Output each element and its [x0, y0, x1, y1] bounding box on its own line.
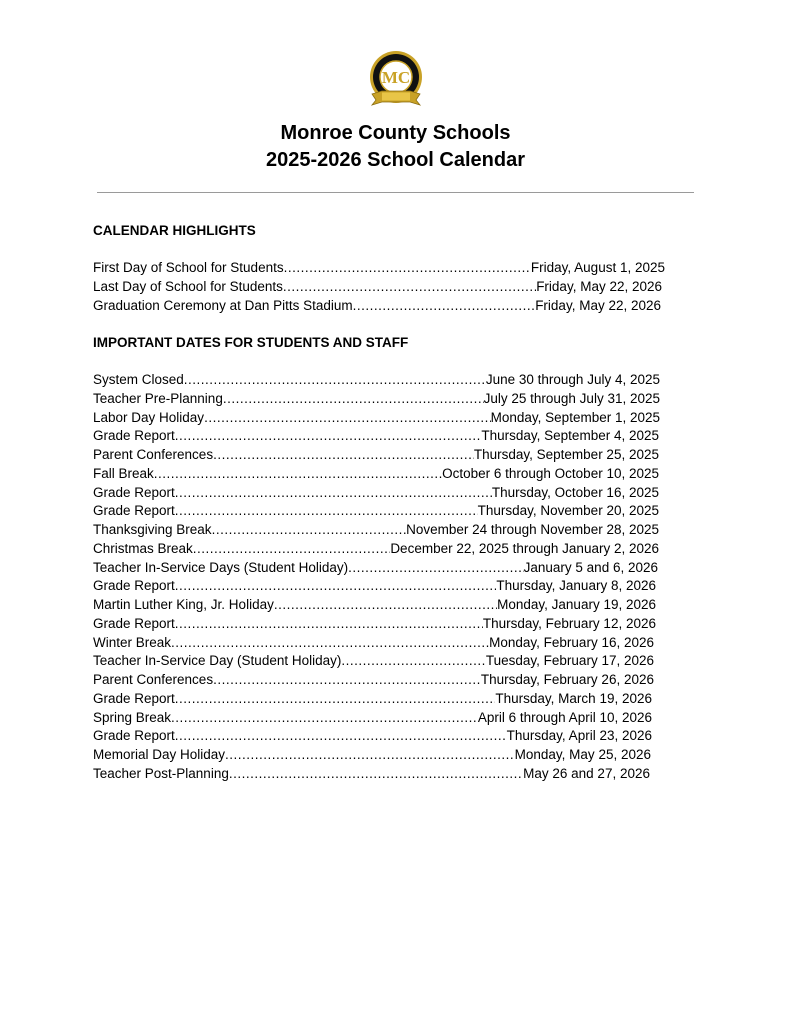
highlights-list — [93, 259, 665, 315]
calendar-entry — [93, 709, 652, 728]
calendar-entry — [93, 484, 659, 503]
entry-date: Thursday, February 12, 2026 — [482, 615, 656, 631]
calendar-entry — [93, 577, 656, 596]
dot-leader — [284, 259, 531, 278]
entry-date: Monday, May 25, 2026 — [514, 747, 651, 762]
calendar-entry — [93, 371, 660, 390]
calendar-entry — [93, 521, 659, 540]
entry-label: Labor Day Holiday — [93, 409, 205, 425]
dot-leader — [171, 709, 478, 728]
entry-label: Grade Report — [93, 578, 175, 594]
dot-leader — [213, 671, 481, 690]
entry-label: Grade Report — [93, 428, 175, 444]
entry-date: Thursday, January 8, 2026 — [496, 578, 656, 594]
entry-date: Monday, September 1, 2025 — [490, 409, 660, 425]
entry-date: Friday, May 22, 2026 — [535, 297, 661, 313]
entry-date: Friday, August 1, 2025 — [530, 260, 665, 275]
calendar-entry — [93, 278, 662, 297]
highlights-heading: CALENDAR HIGHLIGHTS — [93, 223, 256, 238]
dot-leader — [175, 615, 483, 634]
entry-label: First Day of School for Students — [93, 260, 284, 275]
entry-date: November 24 through November 28, 2025 — [406, 522, 659, 537]
calendar-entry — [93, 465, 659, 484]
dot-leader — [184, 371, 486, 390]
entry-date: Friday, May 22, 2026 — [536, 278, 662, 294]
entry-date: Thursday, October 16, 2025 — [491, 484, 659, 500]
dot-leader — [175, 690, 496, 709]
entry-date: January 5 and 6, 2026 — [523, 559, 658, 575]
entry-date: Thursday, February 26, 2026 — [480, 672, 654, 687]
entry-date: July 25 through July 31, 2025 — [483, 390, 660, 406]
entry-date: Tuesday, February 17, 2026 — [485, 653, 654, 669]
entry-label: Parent Conferences — [93, 672, 214, 687]
entry-label: Teacher Pre-Planning — [93, 390, 223, 406]
dot-leader — [283, 278, 536, 297]
calendar-entry — [93, 765, 650, 784]
entry-date: Monday, February 16, 2026 — [489, 634, 654, 650]
calendar-entry — [93, 502, 659, 521]
calendar-entry — [93, 727, 652, 746]
entry-label: Graduation Ceremony at Dan Pitts Stadium — [93, 297, 353, 313]
calendar-entry — [93, 671, 654, 690]
dot-leader — [204, 409, 491, 428]
dot-leader — [175, 427, 482, 446]
calendar-entry — [93, 746, 651, 765]
entry-label: Fall Break — [93, 465, 154, 481]
calendar-entry — [93, 297, 661, 316]
dot-leader — [171, 634, 489, 653]
calendar-entry — [93, 615, 656, 634]
dot-leader — [175, 727, 507, 746]
entry-label: Last Day of School for Students — [93, 278, 283, 294]
entry-label: Memorial Day Holiday — [93, 747, 226, 762]
dot-leader — [353, 297, 536, 316]
entry-label: Winter Break — [93, 634, 172, 650]
entry-date: June 30 through July 4, 2025 — [485, 372, 660, 387]
calendar-entry — [93, 652, 654, 671]
dot-leader — [348, 559, 524, 578]
entry-date: Thursday, November 20, 2025 — [477, 503, 659, 519]
entry-date: December 22, 2025 through January 2, 2026 — [390, 540, 659, 556]
important-dates-list — [93, 371, 660, 784]
entry-label: Martin Luther King, Jr. Holiday — [93, 597, 274, 612]
entry-label: Grade Report — [93, 484, 175, 500]
dot-leader — [175, 577, 497, 596]
entry-date: Thursday, April 23, 2026 — [506, 728, 652, 744]
page-title: Monroe County Schools — [280, 122, 511, 144]
dot-leader — [341, 652, 486, 671]
dot-leader — [274, 596, 497, 615]
important-dates-heading: IMPORTANT DATES FOR STUDENTS AND STAFF — [93, 335, 409, 350]
calendar-entry — [93, 409, 660, 428]
dot-leader — [229, 765, 523, 784]
seal-icon — [366, 50, 426, 110]
calendar-entry — [93, 446, 659, 465]
calendar-entry — [93, 634, 654, 653]
dot-leader — [175, 484, 492, 503]
entry-label: System Closed — [93, 372, 184, 387]
entry-label: Parent Conferences — [93, 447, 214, 462]
entry-label: Grade Report — [93, 728, 175, 744]
entry-date: Thursday, September 25, 2025 — [473, 447, 659, 462]
entry-date: Monday, January 19, 2026 — [497, 597, 656, 612]
entry-date: April 6 through April 10, 2026 — [477, 709, 652, 725]
calendar-entry — [93, 559, 658, 578]
entry-label: Teacher In-Service Day (Student Holiday) — [93, 653, 342, 669]
entry-date: October 6 through October 10, 2025 — [442, 465, 659, 481]
calendar-entry — [93, 596, 656, 615]
calendar-entry — [93, 390, 660, 409]
dot-leader — [223, 390, 484, 409]
dot-leader — [213, 446, 474, 465]
entry-label: Grade Report — [93, 503, 175, 519]
entry-label: Grade Report — [93, 615, 175, 631]
dot-leader — [154, 465, 442, 484]
entry-label: Thanksgiving Break — [93, 522, 212, 537]
page-subtitle: 2025-2026 School Calendar — [265, 149, 525, 171]
entry-label: Spring Break — [93, 709, 172, 725]
entry-date: Thursday, March 19, 2026 — [495, 690, 652, 706]
dot-leader — [225, 746, 515, 765]
header-divider — [97, 192, 694, 193]
entry-label: Teacher Post-Planning — [93, 765, 229, 781]
entry-label: Grade Report — [93, 690, 175, 706]
logo-monogram: MC — [381, 68, 411, 87]
calendar-entry — [93, 690, 652, 709]
entry-date: Thursday, September 4, 2025 — [481, 428, 659, 444]
dot-leader — [175, 502, 478, 521]
calendar-entry — [93, 427, 659, 446]
entry-date: May 26 and 27, 2026 — [523, 765, 650, 781]
calendar-entry — [93, 540, 659, 559]
dot-leader — [212, 521, 407, 540]
dot-leader — [193, 540, 391, 559]
entry-label: Christmas Break — [93, 540, 193, 556]
school-logo-seal — [366, 50, 426, 110]
entry-label: Teacher In-Service Days (Student Holiday) — [93, 559, 349, 575]
calendar-entry — [93, 259, 665, 278]
